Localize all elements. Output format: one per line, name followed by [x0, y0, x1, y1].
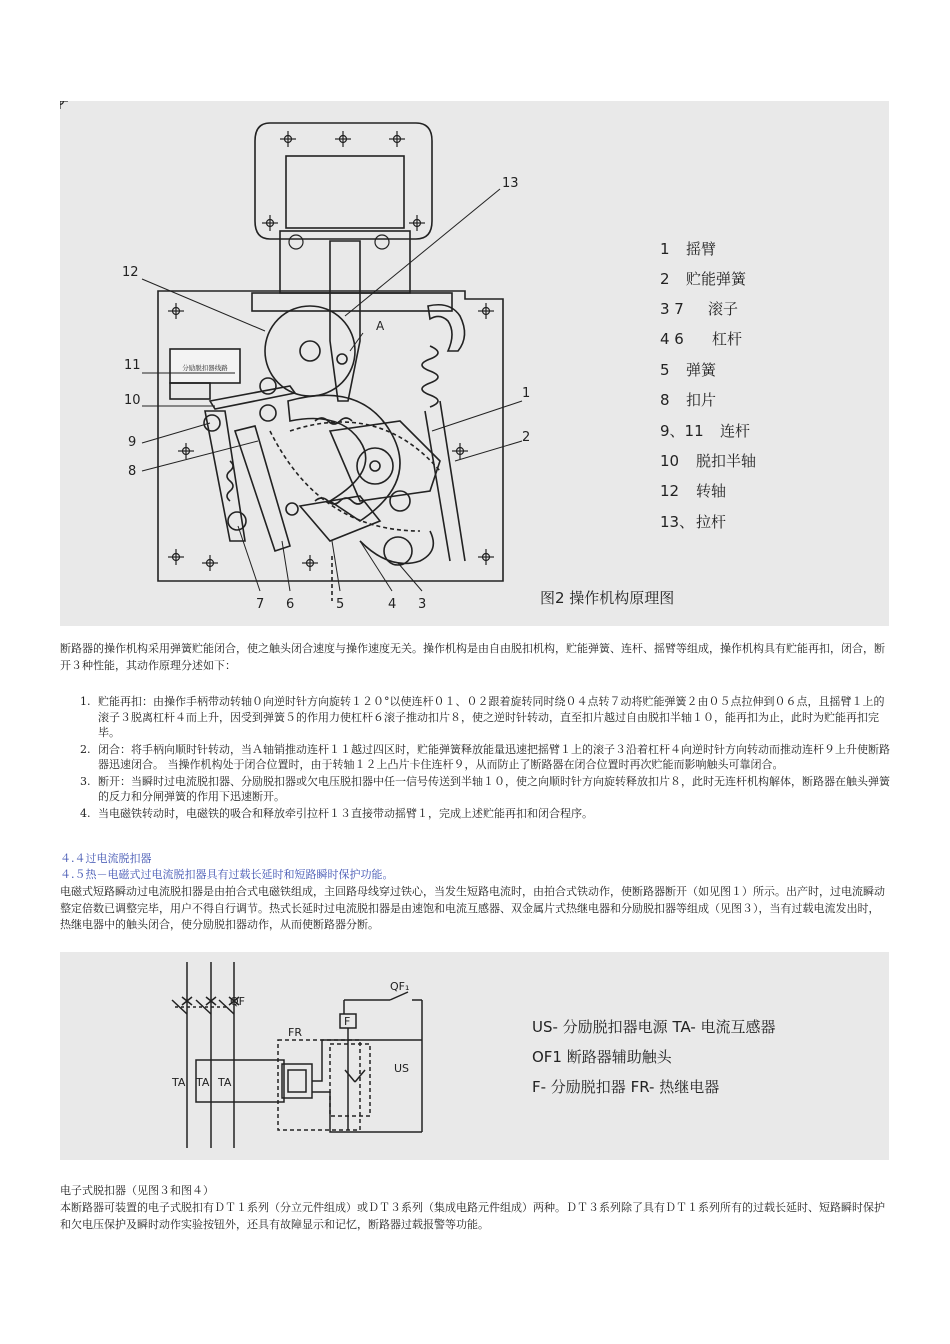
- legend-name-6: 扣片: [686, 391, 717, 409]
- legend-num-3: 3 7: [660, 300, 684, 318]
- callout-9: 9: [128, 435, 137, 450]
- callout-13: 13: [502, 176, 519, 191]
- list-number: 3.: [80, 774, 91, 788]
- callout-11: 11: [124, 358, 141, 373]
- callout-6: 6: [286, 597, 295, 612]
- callout-2: 2: [522, 430, 531, 445]
- callout-12: 12: [122, 265, 139, 280]
- qf1-label: QF₁: [390, 980, 410, 993]
- list-text: 当电磁铁转动时，电磁铁的吸合和释放牵引拉杆１３直接带动摇臂１，完成上述贮能再扣和闭合程序。: [98, 806, 593, 820]
- circuit-legend-line-1: US- 分励脱扣器电源 TA- 电流互感器: [532, 1018, 776, 1036]
- legend-num-5: 5: [660, 361, 670, 379]
- mechanism-diagram: [60, 101, 889, 626]
- legend-name-3: 滚子: [708, 300, 739, 318]
- list-number: 4.: [80, 806, 91, 820]
- legend-num-6: 8: [660, 391, 670, 409]
- figure-caption: 图2 操作机构原理图: [540, 589, 675, 607]
- legend-num-7: 9、11: [660, 422, 704, 440]
- legend-name-8: 脱扣半轴: [696, 452, 757, 470]
- callout-1: 1: [522, 386, 531, 401]
- callout-5: 5: [336, 597, 345, 612]
- list-item: [60, 774, 890, 805]
- section-heading-4-5: ４.５热－电磁式过电流脱扣器具有过载长延时和短路瞬时保护功能。: [60, 868, 394, 881]
- list-item: [60, 694, 890, 741]
- circuit-legend-line-2: OF1 断路器辅助触头: [532, 1048, 672, 1066]
- legend-num-4: 4 6: [660, 330, 684, 348]
- ta-label-1: TA: [172, 1076, 186, 1089]
- fr-label: FR: [288, 1026, 302, 1039]
- list-item: [60, 742, 890, 773]
- electronic-trip-heading: 电子式脱扣器（见图３和图４）: [60, 1184, 214, 1197]
- ta-label-3: TA: [218, 1076, 232, 1089]
- list-text: 贮能再扣：由操作手柄带动转轴０向逆时针方向旋转１２０°以使连杆０１、０２跟着旋转同时绕０４点转７动将贮能弹簧２由０５点拉伸到０６点，且摇臂１上的滚子３脱离杠杆４而上升，因受到弹簧５的作用力使杠杆６滚子推动扣片８，使之逆时针转动，直至扣片越过自由脱扣半轴１０，能再扣为止，此时为贮能再扣完毕。: [98, 695, 885, 739]
- callout-8: 8: [128, 464, 137, 479]
- section-heading-4-4: ４.４过电流脱扣器: [60, 852, 152, 865]
- trip-box-label: 分励脱扣器线路: [182, 364, 228, 372]
- list-number: 1.: [80, 695, 91, 708]
- qf-label: QF: [230, 995, 245, 1008]
- callout-3: 3: [418, 597, 427, 612]
- callout-4: 4: [388, 597, 397, 612]
- overcurrent-paragraph: 电磁式短路瞬动过电流脱扣器是由拍合式电磁铁组成，主回路母线穿过铁心，当发生短路电流时，由拍合式铁动作，使断路器断开（如见图１）所示。出产时，过电流瞬动整定倍数已调整完毕，用户不得自行调节。热式长延时过电流脱扣器是由速饱和电流互感器、双金属片式热继电器和分励脱扣器等组成（见图３），当有过载电流发出时，热继电器中的触头闭合，使分励脱扣器动作，从而使断路器分断。: [60, 885, 885, 931]
- list-number: 2.: [80, 742, 91, 756]
- legend-num-9: 12: [660, 482, 680, 500]
- legend-num-8: 10: [660, 452, 680, 470]
- legend-name-5: 弹簧: [686, 361, 717, 379]
- list-text: 闭合：将手柄向顺时针转动，当Ａ轴销推动连杆１１越过四区时，贮能弹簧释放能量迅速把摇臂１上的滚子３沿着杠杆４向逆时针方向转动而推动连杆９上升使断路器迅速闭合。 当操作机构处于闭合位置时，由于转轴１２上凸片卡住连杆９，从而防止了断路器在闭合位置时再次贮能而影响触头可靠闭合。: [98, 742, 890, 771]
- callout-10: 10: [124, 393, 141, 408]
- mechanism-figure: [60, 101, 889, 626]
- intro-paragraph: 断路器的操作机构采用弹簧贮能闭合，使之触头闭合速度与操作速度无关。操作机构是由自由脱扣机构，贮能弹簧、连杆、摇臂等组成，操作机构具有贮能再扣，闭合，断开３种性能，其动作原理分述如下：: [60, 642, 885, 672]
- callout-7: 7: [256, 597, 265, 612]
- legend-name-7: 连杆: [720, 422, 751, 440]
- legend-name-1: 摇臂: [686, 240, 717, 258]
- ta-label-2: TA: [196, 1076, 210, 1089]
- circuit-diagram: [60, 952, 889, 1160]
- legend-name-4: 杠杆: [712, 330, 743, 348]
- list-text: 断开：当瞬时过电流脱扣器、分励脱扣器或欠电压脱扣器中任一信号传送到半轴１０，使之向顺时针方向旋转释放扣片８，此时无连杆机构解体，断路器在触头弹簧的反力和分闸弹簧的作用下迅速断开。: [98, 774, 890, 803]
- operation-steps-list: [60, 694, 890, 822]
- legend-num-2: 2: [660, 270, 670, 288]
- legend-name-2: 贮能弹簧: [686, 270, 747, 288]
- point-a-label: A: [376, 319, 385, 333]
- f-label: F: [344, 1015, 351, 1028]
- legend-num-1: 1: [660, 240, 670, 258]
- circuit-figure: [60, 952, 889, 1160]
- legend-num-10: 13、: [660, 513, 695, 531]
- legend-name-9: 转轴: [696, 482, 727, 500]
- electronic-trip-paragraph: 本断路器可装置的电子式脱扣有ＤＴ１系列（分立元件组成）或ＤＴ３系列（集成电路元件组成）两种。ＤＴ３系列除了具有ＤＴ１系列所有的过载长延时、短路瞬时保护和欠电压保护及瞬时动作实验按钮外，还具有故障显示和记忆，断路器过载报警等功能。: [60, 1201, 885, 1231]
- list-item: [60, 806, 890, 822]
- legend-name-10: 拉杆: [696, 513, 727, 531]
- us-label: US: [394, 1062, 410, 1075]
- circuit-legend-line-3: F- 分励脱扣器 FR- 热继电器: [532, 1078, 720, 1096]
